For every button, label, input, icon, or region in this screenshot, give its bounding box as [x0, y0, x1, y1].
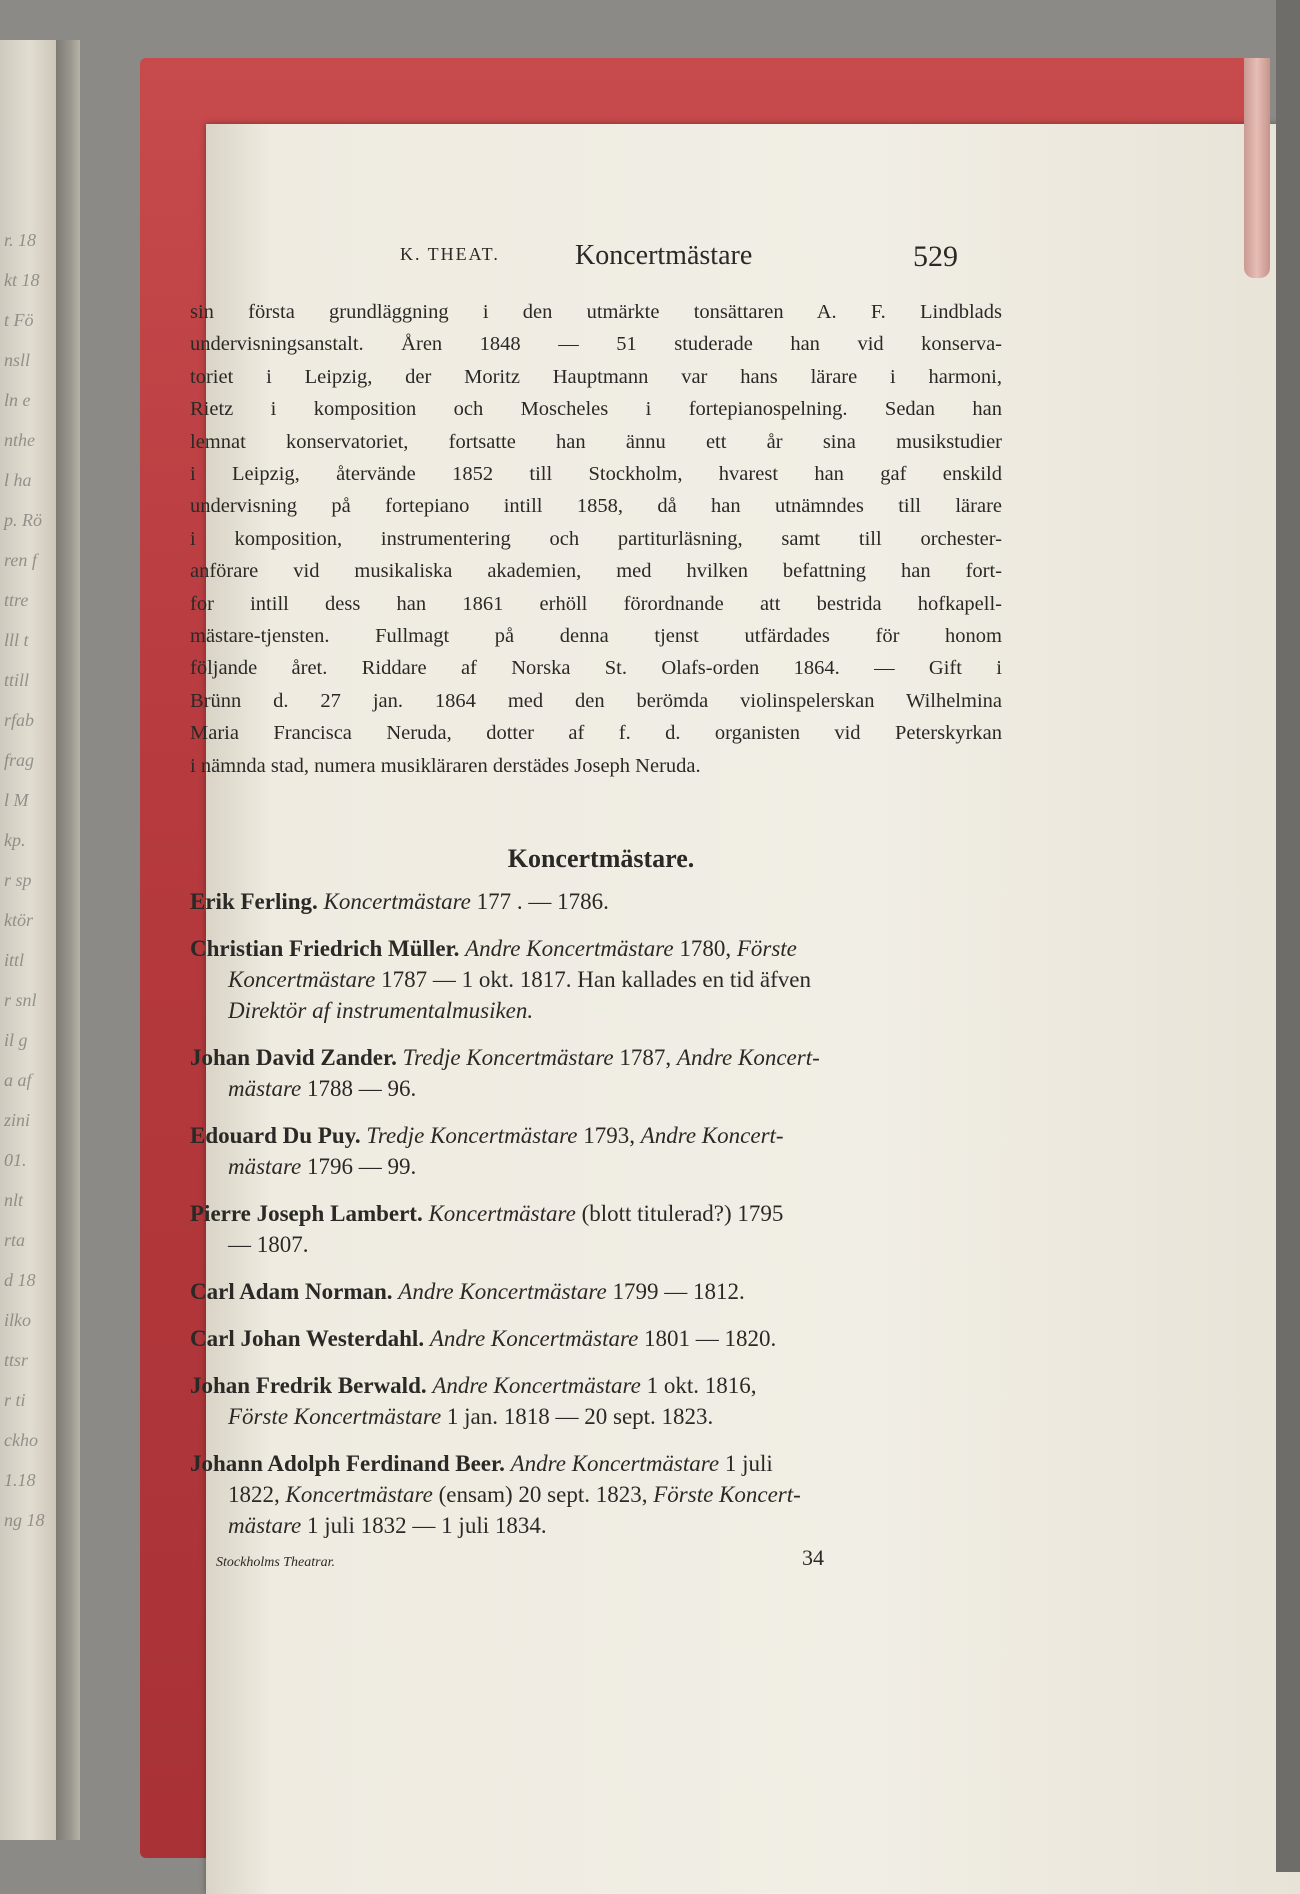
entry-line [228, 1151, 1002, 1182]
previous-page-fragment: ittl [4, 950, 25, 970]
previous-page-fragment: nthe [4, 430, 35, 450]
person-name: Erik Ferling. [190, 889, 318, 915]
title-text: Koncertmästare [228, 967, 376, 993]
entry-line [228, 1401, 1002, 1432]
entry-line [190, 1323, 1002, 1354]
previous-page-fragment: t Fö [4, 310, 34, 330]
paragraph-line: i nämnda stad, numera musikläraren derstädes Joseph Neruda. [190, 754, 701, 777]
entry-line [190, 1276, 1002, 1307]
title-text: Andre Koncertmästare [429, 1326, 639, 1352]
biography-paragraph [190, 296, 1002, 782]
entry-line [228, 995, 1002, 1026]
previous-page-fragment: a af [4, 1070, 32, 1090]
entry-line [190, 1120, 1002, 1151]
entry-line [190, 1198, 1002, 1229]
date-text: 1 okt. 1816, [640, 1373, 757, 1399]
background-strip [1276, 0, 1300, 1872]
paragraph-line: i Leipzig, återvände 1852 till Stockholm, hvarest han gaf enskild [190, 463, 1002, 486]
title-text: mästare [228, 1154, 302, 1180]
page-content [190, 240, 1002, 1581]
entry-line [228, 1073, 1002, 1104]
paragraph-line: lemnat konservatoriet, fortsatte han ännu ett år sina musikstudier [190, 430, 1002, 453]
paragraph-line: anförare vid musikaliska akademien, med hvilken befattning han fort- [190, 560, 1002, 583]
title-text: Koncertmästare [428, 1201, 576, 1227]
date-text: 1 juli [719, 1451, 773, 1477]
list-item [190, 933, 1002, 1026]
person-name: Johan David Zander. [190, 1045, 397, 1071]
date-text: 1787, [613, 1045, 677, 1071]
bookmark-ribbon [1244, 58, 1270, 278]
title-text: Koncertmästare [323, 889, 471, 915]
previous-page-fragment: r. 18 [4, 230, 37, 250]
previous-page-fragment: ilko [4, 1310, 31, 1330]
date-text: 1 jan. 1818 — 20 sept. 1823. [441, 1404, 714, 1430]
previous-page-fragment: ln e [4, 390, 31, 410]
entry-line [190, 1370, 1002, 1401]
date-text: 1780, [673, 936, 737, 962]
entry-line [228, 964, 1002, 995]
date-text: 1822, [228, 1482, 286, 1508]
list-item [190, 886, 1002, 917]
header-title: Koncertmästare [575, 240, 753, 271]
entry-line [228, 1229, 1002, 1260]
previous-page-fragment: d 18 [4, 1270, 36, 1290]
paragraph-line: Maria Francisca Neruda, dotter af f. d. organisten vid Peterskyrkan [190, 722, 1002, 745]
previous-page-fragment: ttill [4, 670, 30, 690]
entry-line [228, 1479, 1002, 1510]
previous-page-fragment: frag [4, 750, 35, 770]
paragraph-line: följande året. Riddare af Norska St. Olafs-orden 1864. — Gift i [190, 657, 1002, 680]
previous-page-fragment: nsll [4, 350, 31, 370]
paragraph-line: toriet i Leipzig, der Moritz Hauptmann var hans lärare i harmoni, [190, 365, 1002, 388]
person-name: Pierre Joseph Lambert. [190, 1201, 423, 1227]
sheet-number: 34 [802, 1545, 824, 1571]
title-text: Tredje Koncertmästare [366, 1123, 578, 1149]
date-text: (blott titulerad?) 1795 [575, 1201, 784, 1227]
title-text: Förste [736, 936, 797, 962]
list-item [190, 1198, 1002, 1260]
person-name: Edouard Du Puy. [190, 1123, 361, 1149]
running-header [190, 240, 1002, 280]
title-text: Andre Koncertmästare [510, 1451, 720, 1477]
list-item [190, 1120, 1002, 1182]
paragraph-line: i komposition, instrumentering och partiturläsning, samt till orchester- [190, 527, 1002, 550]
title-text: Direktör af instrumentalmusiken. [228, 998, 534, 1024]
date-text: 1796 — 99. [301, 1154, 417, 1180]
entry-line [228, 1510, 1002, 1541]
paragraph-line: undervisningsanstalt. Åren 1848 — 51 studerade han vid konserva- [190, 333, 1002, 356]
previous-page-fragment: ng 18 [4, 1510, 45, 1530]
paragraph-line: Brünn d. 27 jan. 1864 med den berömda violinspelerskan Wilhelmina [190, 689, 1002, 712]
date-text: 177 . — 1786. [470, 889, 609, 915]
previous-page-fragment: ttre [4, 590, 29, 610]
title-text: Andre Koncertmästare [398, 1279, 607, 1305]
paragraph-line: sin första grundläggning i den utmärkte tonsättaren A. F. Lindblads [190, 301, 1002, 323]
signature-mark: Stockholms Theatrar. [216, 1555, 335, 1571]
list-item [190, 1276, 1002, 1307]
date-text: (ensam) 20 sept. 1823, [432, 1482, 654, 1508]
title-text: Förste Koncert- [653, 1482, 801, 1508]
previous-page-fragment: zini [4, 1110, 31, 1130]
title-text: mästare [228, 1076, 302, 1102]
page-footer [190, 1545, 1002, 1581]
date-text: — 1807. [228, 1232, 309, 1258]
entry-line [190, 933, 1002, 964]
previous-page-fragment: ttsr [4, 1350, 29, 1370]
title-text: Andre Koncert- [676, 1045, 820, 1071]
header-abbrev: K. THEAT. [400, 244, 500, 264]
paragraph-line: undervisning på fortepiano intill 1858, då han utnämndes till lärare [190, 495, 1002, 518]
date-text: 1801 — 1820. [638, 1326, 777, 1352]
entry-line [190, 1042, 1002, 1073]
previous-page-fragment: 1.18 [4, 1470, 36, 1490]
title-text: Koncertmästare [285, 1482, 433, 1508]
previous-page-fragment: r sp [4, 870, 32, 890]
previous-page-fragment: ktör [4, 910, 33, 930]
paragraph-line: for intill dess han 1861 erhöll förordnande att bestrida hofkapell- [190, 592, 1002, 615]
title-text: Tredje Koncertmästare [402, 1045, 614, 1071]
paragraph-line: Rietz i komposition och Moscheles i fortepianospelning. Sedan han [190, 398, 1002, 421]
title-text: mästare [228, 1513, 302, 1539]
previous-page-fragment: l M [4, 790, 29, 810]
previous-page-fragment: ren f [4, 550, 37, 570]
previous-page-fragment: kp. [4, 830, 26, 850]
person-name: Carl Johan Westerdahl. [190, 1326, 425, 1352]
list-item [190, 1323, 1002, 1354]
previous-page-fragment: rfab [4, 710, 35, 730]
previous-page-fragment: 01. [4, 1150, 27, 1170]
section-title: Koncertmästare. [507, 844, 695, 874]
entry-line [190, 886, 1002, 917]
person-name: Johan Fredrik Berwald. [190, 1373, 427, 1399]
previous-page-fragment: l ha [4, 470, 32, 490]
title-text: Förste Koncertmästare [228, 1404, 442, 1430]
previous-page-fragment: nlt [4, 1190, 24, 1210]
book-gutter [56, 40, 80, 1840]
previous-page-fragment: rta [4, 1230, 26, 1250]
date-text: 1788 — 96. [301, 1076, 417, 1102]
entries-list [190, 886, 1002, 1541]
previous-page-fragment: p. Rö [4, 510, 42, 530]
previous-page [0, 40, 60, 1840]
previous-page-fragment: r snl [4, 990, 37, 1010]
previous-page-fragment: kt 18 [4, 270, 40, 290]
date-text: 1 juli 1832 — 1 juli 1834. [301, 1513, 547, 1539]
title-text: Andre Koncertmästare [432, 1373, 641, 1399]
previous-page-fragment: r ti [4, 1390, 26, 1410]
previous-page-fragment: il g [4, 1030, 28, 1050]
date-text: 1799 — 1812. [606, 1279, 745, 1305]
title-text: Andre Koncertmästare [465, 936, 674, 962]
person-name: Carl Adam Norman. [190, 1279, 393, 1305]
previous-page-fragment: lll t [4, 630, 29, 650]
previous-page-fragment: ckho [4, 1430, 38, 1450]
date-text: 1793, [577, 1123, 641, 1149]
person-name: Johann Adolph Ferdinand Beer. [190, 1451, 505, 1477]
title-text: Andre Koncert- [640, 1123, 784, 1149]
person-name: Christian Friedrich Müller. [190, 936, 460, 962]
date-text: 1787 — 1 okt. 1817. Han kallades en tid äfven [375, 967, 811, 993]
list-item [190, 1370, 1002, 1432]
paragraph-line: mästare-tjensten. Fullmagt på denna tjenst utfärdades för honom [190, 625, 1002, 648]
entry-line [190, 1448, 1002, 1479]
page-number: 529 [913, 240, 958, 273]
list-item [190, 1042, 1002, 1104]
list-item [190, 1448, 1002, 1541]
